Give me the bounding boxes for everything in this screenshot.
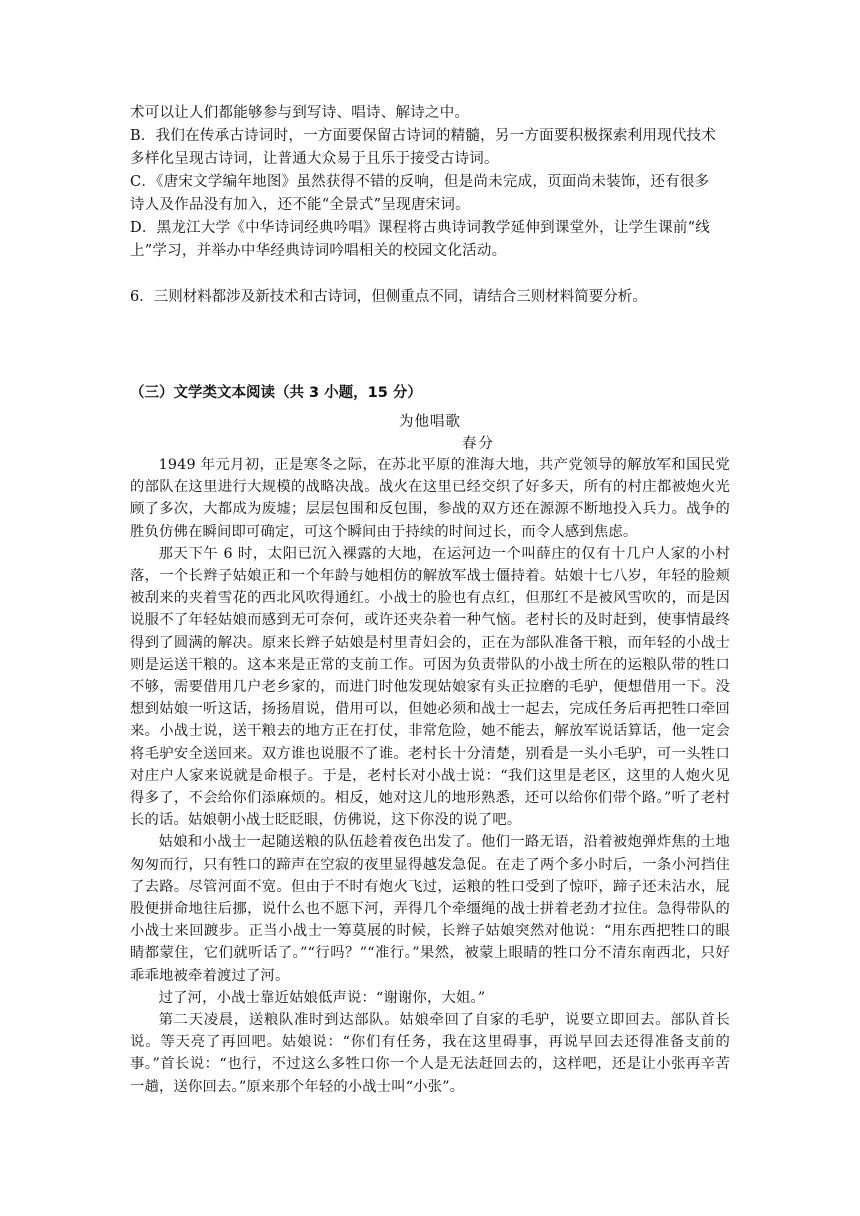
question-6: 6．三则材料都涉及新技术和古诗词，但侧重点不同，请结合三则材料简要分析。 [130, 289, 647, 305]
option-c: C．《唐宋文学编年地图》虽然获得不错的反响，但是尚未完成，页面尚未装饰，还有很多 [130, 174, 710, 190]
story-body [130, 454, 730, 1098]
story-paragraph-3: 姑娘和小战士一起随送粮的队伍趁着夜色出发了。他们一路无语，沿着被炮弹炸焦的土地匆匆而行，只有牲口的蹄声在空寂的夜里显得越发急促。在走了两个多小时后，一条小河挡住了去路。尽管河面不宽。但由于不时有炮火飞过，运粮的牲口受到了惊吓，蹄子还未沾水，屁股便拼命地往后挪，说什么也不愿下河，弄得几个牵缰绳的战士拼着老劲才拉住。急得带队的小战士来回踱步。正当小战士一筹莫展的时候，长辫子姑娘突然对他说：“用东西把牲口的眼睛都蒙住，它们就听话了。”“行吗？”“准行。”果然，被蒙上眼睛的牲口分不清东南西北，只好乖乖地被牵着渡过了河。 [130, 834, 730, 984]
story-paragraph-4: 过了河，小战士靠近姑娘低声说：“谢谢你，大姐。” [158, 989, 486, 1006]
option-a-continuation: 术可以让人们都能够参与到写诗、唱诗、解诗之中。 [130, 105, 470, 121]
option-b-continuation: 多样化呈现古诗词，让普通大众易于且乐于接受古诗词。 [130, 151, 499, 167]
option-b: B．我们在传承古诗词时，一方面要保留古诗词的精髓，另一方面要积极探索利用现代技术 [130, 128, 717, 144]
story-paragraph-5: 第二天凌晨，送粮队准时到达部队。姑娘牵回了自家的毛驴，说要立即回去。部队首长说。等天亮了再回吧。姑娘说：“你们有任务，我在这里碍事，再说早回去还得准备支前的事。”首长说：“也行，不过这么多牲口你一个人是无法赶回去的，这样吧，还是让小张再辛苦一趟，送你回去。”原来那个年轻的小战士叫“小张”。 [130, 1012, 730, 1095]
section-heading: （三）文学类文本阅读（共 3 小题，15 分） [130, 385, 422, 401]
option-d: D．黑龙江大学《中华诗词经典吟唱》课程将古典诗词教学延伸到课堂外，让学生课前“线 [130, 220, 711, 236]
story-title: 为他唱歌 [399, 414, 461, 430]
story-paragraph-1: 1949 年元月初，正是寒冬之际，在苏北平原的淮海大地，共产党领导的解放军和国民党的部队在这里进行大规模的战略决战。战火在这里已经交织了好多天，所有的村庄都被炮火光顾了多次，大都成为废墟；层层包围和反包围，参战的双方还在源源不断地投入兵力。战争的胜负仿佛在瞬间即可确定，可这个瞬间由于持续的时间过长，而令人感到焦虑。 [130, 457, 730, 540]
option-c-continuation: 诗人及作品没有加入，还不能“全景式”呈现唐宋词。 [130, 197, 470, 213]
story-paragraph-2: 那天下午 6 时，太阳已沉入裸露的大地，在运河边一个叫薛庄的仅有十几户人家的小村落，一个长辫子姑娘正和一个年龄与她相仿的解放军战士僵持着。姑娘十七八岁，年轻的脸颊被刮来的夹着雪花的西北风吹得通红。小战士的脸也有点红，但那红不是被风雪吹的，而是因说服不了年轻姑娘而感到无可奈何，或许还夹杂着一种气恼。老村长的及时赶到，使事情最终得到了圆满的解决。原来长辫子姑娘是村里青妇会的，正在为部队准备干粮，而年轻的小战士则是运送干粮的。这本来是正常的支前工作。可因为负责带队的小战士所在的运粮队带的牲口不够，需要借用几户老乡家的，而进门时他发现姑娘家有头正拉磨的毛驴，便想借用一下。没想到姑娘一听这话，扬扬眉说，借用可以，但她必须和战士一起去，完成任务后再把牲口牵回来。小战士说，送干粮去的地方正在打仗，非常危险，她不能去，解放军说话算话，他一定会将毛驴安全送回来。双方谁也说服不了谁。老村长十分清楚，别看是一头小毛驴，可一头牲口对庄户人家来说就是命根子。于是，老村长对小战士说：“我们这里是老区，这里的人炮火见得多了，不会给你们添麻烦的。相反，她对这儿的地形熟悉，还可以给你们带个路。”听了老村长的话。姑娘朝小战士眨眨眼，仿佛说，这下你没的说了吧。 [130, 545, 730, 829]
option-d-continuation: 上”学习，并举办中华经典诗词吟唱相关的校园文化活动。 [130, 243, 507, 259]
story-author: 春分 [462, 436, 495, 452]
